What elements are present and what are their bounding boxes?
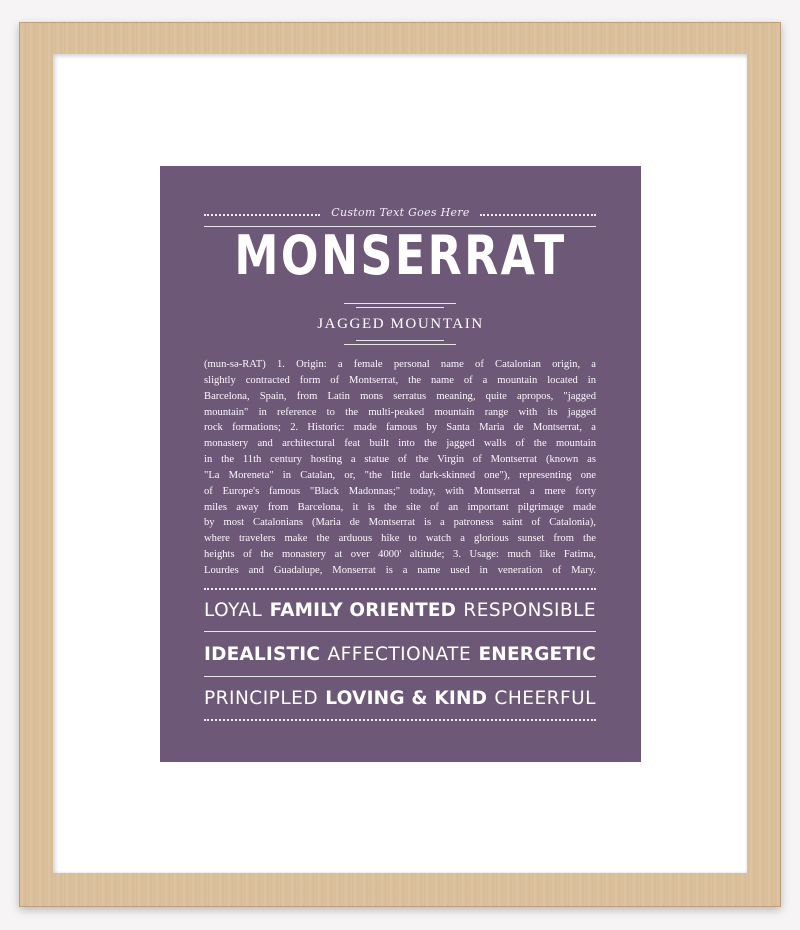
trait: ENERGETIC	[478, 644, 596, 665]
definition-line: (mun-sə-RAT) 1. Origin: a female personal name of Catalonian origin, a	[204, 359, 596, 370]
definition-line: rock formations; 2. Historic: made famous by Santa Maria de Montserrat, a	[204, 422, 596, 434]
trait: AFFECTIONATE	[327, 644, 472, 665]
meaning-underline-2	[344, 344, 456, 345]
definition-line: monastery and architectural feat built into the jagged walls of the mountain	[204, 438, 596, 450]
traits-top-dotted-line	[204, 588, 596, 590]
definition-line: by most Catalonians (Maria de Montserrat is a patroness saint of Catalonia),	[204, 517, 596, 529]
mat-board	[53, 54, 747, 873]
traits-bottom-dotted-line	[204, 719, 596, 721]
meaning-underline-1	[356, 340, 444, 341]
definition-line: miles away from Barcelona, it is the site of an important pilgrimage made	[204, 501, 596, 513]
title-underline-2	[356, 307, 444, 308]
trait: LOYAL	[204, 600, 263, 621]
definition-line: Barcelona, Spain, from Latin mons serratus meaning, quite apropos, "jagged	[204, 390, 596, 402]
trait: RESPONSIBLE	[463, 600, 596, 621]
definition-line: mountain" in reference to the multi-peaked mountain range with its jagged	[204, 406, 596, 418]
definition-line: of Europe's famous "Black Madonnas;" today, with Montserrat a mere forty	[204, 485, 596, 497]
trait: CHEERFUL	[494, 688, 596, 709]
name-title: MONSERRAT	[234, 224, 567, 287]
definition-line: heights of the monastery at over 4000' altitude; 3. Usage: much like Fatima,	[204, 549, 596, 561]
traits-row-1	[204, 594, 596, 628]
title-underline-1	[344, 303, 456, 304]
trait: IDEALISTIC	[204, 644, 321, 665]
traits-divider-1	[204, 631, 596, 632]
definition-line: "La Moreneta" in Catalan, or, "the little dark-skinned one"), representing one	[204, 469, 596, 481]
definition-line: in the 11th century hosting a statue of the Virgin of Montserrat (known as	[204, 454, 596, 466]
traits-divider-2	[204, 676, 596, 677]
definition-line: slightly contracted form of Montserrat, the name of a mountain located in	[204, 374, 596, 386]
name-print	[160, 166, 641, 762]
traits-row-3	[204, 682, 596, 716]
trait: LOVING & KIND	[325, 688, 488, 709]
picture-frame	[19, 22, 781, 907]
name-definition	[204, 357, 596, 579]
custom-text: Custom Text Goes Here	[331, 206, 470, 219]
traits-row-2	[204, 638, 596, 672]
trait: PRINCIPLED	[204, 688, 319, 709]
trait: FAMILY ORIENTED	[269, 600, 457, 621]
definition-line: where travelers make the arduous hike to watch a glorious sunset from the	[204, 533, 596, 545]
name-meaning: JAGGED MOUNTAIN	[317, 316, 484, 332]
definition-line: Lourdes and Guadalupe, Monserrat is a name used in veneration of Mary.	[204, 564, 596, 576]
